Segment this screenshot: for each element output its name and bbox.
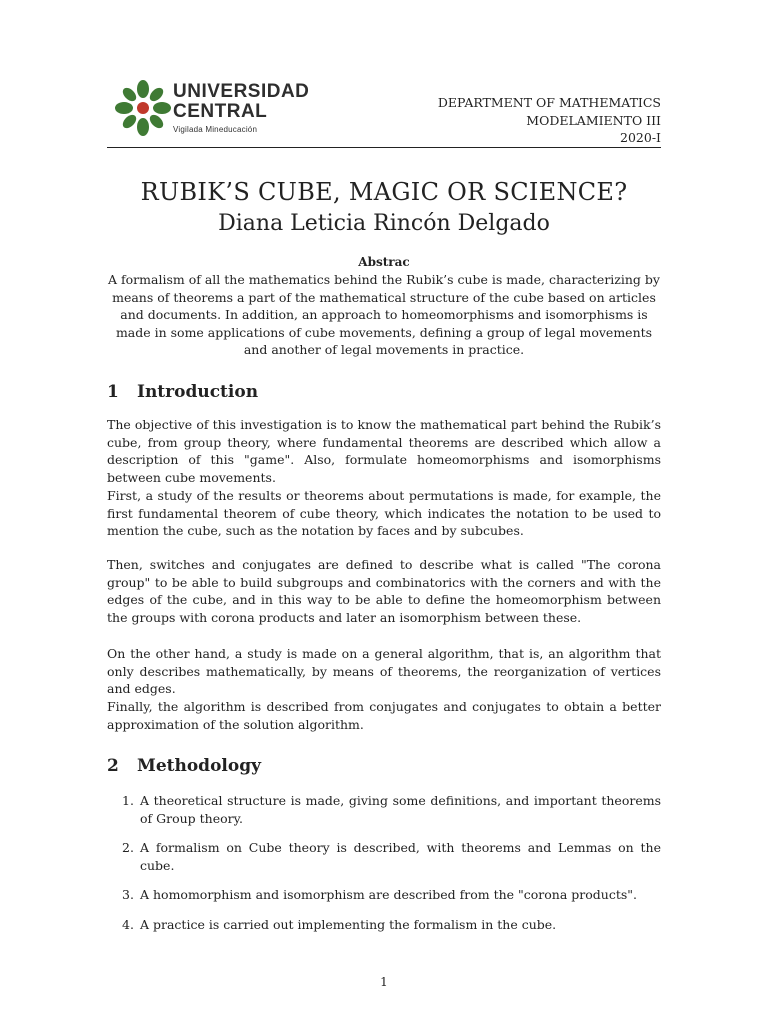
paragraph: The objective of this investigation is to know the mathematical part behind the Rubik’s cube, from group theory, where fundamental theorems are described which allow a description of this "game". Also, formulate homeomorphisms and isomorphisms between cube movements. (107, 417, 661, 485)
paragraph: First, a study of the results or theorems about permutations is made, for example, the first fundamental theorem of cube theory, which indicates the notation to be used to mention the cube, such as the notation by faces and by subcubes. (107, 488, 661, 539)
abstract-text: A formalism of all the mathematics behind the Rubik’s cube is made, characterizing by means of theorems a part of the mathematical structure of the cube based on articles and documents. In addition, an approach to homeomorphisms and isomorphisms is made in some applications of cube movements, defining a group of legal movements and another of legal movements in practice. (108, 272, 660, 358)
paragraph: Finally, the algorithm is described from conjugates and conjugates to obtain a better approximation of the solution algorithm. (107, 699, 661, 732)
methodology-list (107, 792, 661, 946)
list-item: 2. A formalism on Cube theory is described, with theorems and Lemmas on the cube. (122, 840, 661, 873)
paragraph: On the other hand, a study is made on a general algorithm, that is, an algorithm that only describes mathematically, by means of theorems, the reorganization of vertices and edges. (107, 646, 661, 697)
abstract-heading: Abstrac (358, 255, 410, 269)
list-item-text: A theoretical structure is made, giving some definitions, and important theorems of Group theory. (140, 793, 661, 826)
section-number: 2 (107, 756, 119, 776)
list-item-text: A practice is carried out implementing the formalism in the cube. (140, 916, 557, 932)
list-item: 4. A practice is carried out implementing the formalism in the cube. (122, 916, 557, 932)
list-item-text: A formalism on Cube theory is described, with theorems and Lemmas on the cube. (140, 840, 661, 873)
department-name: DEPARTMENT OF MATHEMATICS (437, 95, 661, 110)
page-header (107, 72, 661, 148)
term: 2020-I (620, 130, 661, 145)
list-item: 3. A homomorphism and isomorphism are described from the "corona products". (122, 887, 637, 903)
paper-author: Diana Leticia Rincón Delgado (218, 211, 550, 236)
section-title: Methodology (137, 756, 261, 776)
header-rule (107, 147, 661, 148)
section-title: Introduction (137, 382, 259, 402)
paragraph: Then, switches and conjugates are defined to describe what is called "The corona group" to be able to build subgroups and combinatorics with the corners and with the edges of the cube, and in this way to be able to define the homeomorphism between the groups with corona products and later an isomorphism between these. (107, 557, 661, 625)
paper-title: RUBIK’S CUBE, MAGIC OR SCIENCE? (140, 178, 628, 206)
course-name: MODELAMIENTO III (526, 112, 661, 128)
list-item-text: A homomorphism and isomorphism are described from the "corona products". (140, 887, 637, 903)
logo-wordmark (173, 82, 309, 134)
department-info (438, 94, 661, 147)
logo-line-2: CENTRAL (173, 101, 268, 122)
flower-emblem-icon (115, 80, 171, 136)
page-number: 1 (380, 975, 388, 989)
list-item: 1. A theoretical structure is made, giving some definitions, and important theorems of Group theory. (122, 793, 661, 826)
logo-tagline: Vigilada Mineducación (173, 125, 258, 134)
university-logo (115, 74, 355, 140)
section-heading-methodology (107, 756, 261, 776)
logo-line-1: UNIVERSIDAD (173, 81, 310, 102)
section-heading-introduction (107, 382, 258, 402)
section-number: 1 (107, 382, 119, 402)
